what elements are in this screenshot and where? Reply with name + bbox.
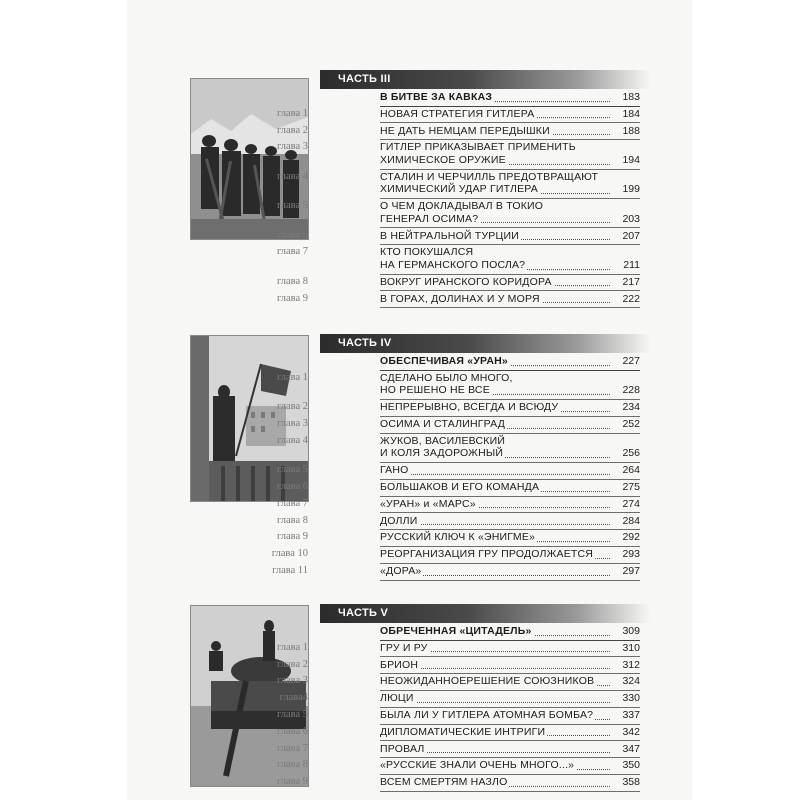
chapter-number: глава 5 [276, 200, 308, 212]
chapter-title-text: ХИМИЧЕСКИЙ УДАР ГИТЛЕРА [380, 183, 539, 196]
chapter-title-line [380, 776, 640, 788]
chapter-number: глава 3 [276, 141, 308, 153]
chapter-title-text: КТО ПОКУШАЛСЯ [380, 246, 474, 259]
page-number: 284 [610, 515, 640, 527]
chapter-number: глава 1 [276, 107, 308, 119]
row-rule [380, 580, 640, 581]
chapter-title-text: БЫЛА ЛИ У ГИТЛЕРА АТОМНАЯ БОМБА? [380, 709, 594, 721]
page-number: 199 [610, 183, 640, 195]
chapter-title-line [380, 659, 640, 671]
page-number: 252 [610, 418, 640, 430]
chapter-title-text: ДОЛЛИ [380, 514, 418, 527]
chapter-title-text: НЕПРЕРЫВНО, ВСЕГДА И ВСЮДУ [380, 401, 559, 414]
chapter-title-line [380, 435, 640, 447]
chapter-title-text: ГИТЛЕР ПРИКАЗЫВАЕТ ПРИМЕНИТЬ [380, 141, 576, 154]
toc-part-section [276, 70, 640, 305]
page-number: 309 [610, 625, 640, 637]
chapter-number: глава 9 [276, 776, 308, 788]
page-number: 292 [610, 531, 640, 543]
row-rule [380, 169, 640, 170]
row-rule [380, 774, 640, 775]
photo-soldiers-in-mountains [190, 78, 309, 240]
chapter-number: глава 5 [276, 709, 308, 720]
page-number: 350 [610, 759, 640, 771]
chapter-number: глава 4 [276, 170, 308, 182]
row-rule [380, 416, 640, 417]
row-rule [380, 656, 640, 657]
chapter-title-line [380, 230, 640, 242]
chapter-number: глава 9 [276, 292, 308, 304]
chapter-title-text: ВОКРУГ ИРАНСКОГО КОРИДОРА [380, 275, 552, 288]
page-number: 275 [610, 481, 640, 493]
chapter-number: глава 2 [276, 124, 308, 136]
row-rule [380, 370, 640, 371]
row-rule [380, 512, 640, 513]
chapter-number: глава 6 [276, 229, 308, 241]
chapter-title-line [380, 259, 640, 271]
chapter-title-line [380, 384, 640, 396]
chapter-title-line [380, 293, 640, 305]
chapter-title-line [380, 418, 640, 430]
chapter-number: глава 2 [276, 401, 308, 413]
page-number: 183 [610, 91, 640, 103]
chapter-title-line [380, 171, 640, 183]
page-number: 324 [610, 675, 640, 687]
chapter-title-text: ХИМИЧЕСКОЕ ОРУЖИЕ [380, 153, 506, 166]
chapter-title-text: НОВАЯ СТРАТЕГИЯ ГИТЛЕРА [380, 107, 535, 120]
row-rule [380, 724, 640, 725]
chapter-title-text: НЕ ДАТЬ НЕМЦАМ ПЕРЕДЫШКИ [380, 124, 550, 137]
chapter-title-line [380, 709, 640, 721]
chapter-number: глава 2 [276, 658, 308, 670]
chapter-title-line [380, 200, 640, 212]
page-number: 274 [610, 498, 640, 510]
chapter-title-line [380, 447, 640, 459]
chapter-title-text: «РУССКИЕ ЗНАЛИ ОЧЕНЬ МНОГО...» [380, 759, 575, 772]
page-number: 203 [610, 213, 640, 225]
row-rule [380, 791, 640, 792]
chapter-title-line [380, 141, 640, 153]
row-rule [380, 399, 640, 400]
chapter-title-line [380, 125, 640, 137]
row-rule [380, 640, 640, 641]
toc-part-section [276, 604, 640, 789]
chapter-title-text: НЕОЖИДАННОЕРЕШЕНИЕ СОЮЗНИКОВ [380, 675, 595, 688]
chapter-title-line [380, 565, 640, 577]
part-header: ЧАСТЬ III [320, 70, 650, 89]
row-rule [380, 122, 640, 123]
chapter-title-line [380, 726, 640, 738]
chapter-title-line [380, 759, 640, 771]
chapter-title-line [380, 246, 640, 258]
row-rule [380, 563, 640, 564]
page-number: 264 [610, 464, 640, 476]
chapter-title-line [380, 692, 640, 704]
page-number: 358 [610, 776, 640, 788]
chapter-title-text: РУССКИЙ КЛЮЧ К «ЭНИГМЕ» [380, 531, 536, 544]
chapter-title-text: ДИПЛОМАТИЧЕСКИЕ ИНТРИГИ [380, 725, 546, 738]
chapter-title-text: ГРУ И РУ [380, 641, 428, 654]
chapter-title-text: И КОЛЯ ЗАДОРОЖНЫЙ [380, 447, 504, 460]
chapter-title-text: ОСИМА И СТАЛИНГРАД [380, 418, 506, 430]
chapter-number: глава 1 [276, 371, 308, 383]
chapter-title-text: ЛЮЦИ [380, 692, 414, 705]
chapter-title-text: РЕОРГАНИЗАЦИЯ ГРУ ПРОДОЛЖАЕТСЯ [380, 548, 594, 561]
chapter-title-text: ЖУКОВ, ВАСИЛЕВСКИЙ [380, 434, 506, 447]
chapter-title-text: БРИОН [380, 658, 419, 671]
chapter-title-line [380, 498, 640, 510]
chapter-number: глава 11 [272, 565, 308, 576]
chapter-number: глава 8 [276, 514, 308, 526]
chapter-number: глава 10 [271, 548, 308, 560]
chapter-number: глава 4 [276, 434, 308, 446]
chapter-title-line [380, 548, 640, 560]
page-number: 342 [610, 726, 640, 738]
chapter-title-line [380, 213, 640, 225]
part-lead-title [380, 625, 640, 637]
page-number: 211 [610, 259, 640, 271]
row-rule [380, 290, 640, 291]
row-rule [380, 690, 640, 691]
row-rule [380, 707, 640, 708]
chapter-title-text: «УРАН» и «МАРС» [380, 497, 476, 510]
chapter-title-line [380, 481, 640, 493]
chapter-title-line [380, 372, 640, 384]
chapter-title-line [380, 642, 640, 654]
page-number: 217 [610, 276, 640, 288]
part-lead-title-text: ОБРЕЧЕННАЯ «ЦИТАДЕЛЬ» [380, 625, 532, 637]
chapter-title-line [380, 743, 640, 755]
page-number: 188 [610, 125, 640, 137]
page-number: 222 [610, 293, 640, 305]
chapter-number: глава 9 [276, 531, 308, 543]
toc-part-section [271, 334, 640, 577]
chapter-number: глава 7 [276, 497, 308, 509]
chapter-title-text: ПРОВАЛ [380, 742, 425, 755]
page-number: 207 [610, 230, 640, 242]
chapter-title-line [380, 108, 640, 120]
chapter-number: глава 8 [276, 275, 308, 287]
chapter-title-text: БОЛЬШАКОВ И ЕГО КОМАНДА [380, 481, 540, 493]
page-number: 310 [610, 642, 640, 654]
page-number: 227 [610, 355, 640, 367]
page-number: 330 [610, 692, 640, 704]
chapter-number: глава 3 [276, 675, 308, 687]
chapter-title-line [380, 531, 640, 543]
chapter-number: глава4 [279, 692, 308, 704]
chapter-title-line [380, 675, 640, 687]
page-number: 337 [610, 709, 640, 721]
page-number: 234 [610, 401, 640, 413]
chapter-title-line [380, 154, 640, 166]
chapter-number: глава 7 [276, 742, 308, 754]
chapter-title-text: О ЧЕМ ДОКЛАДЫВАЛ В ТОКИО [380, 200, 544, 213]
part-lead-title [380, 355, 640, 367]
chapter-title-text: В ГОРАХ, ДОЛИНАХ И У МОРЯ [380, 292, 540, 305]
part-lead-title [380, 91, 640, 103]
chapter-title-line [380, 464, 640, 476]
chapter-title-text: СДЕЛАНО БЫЛО МНОГО, [380, 371, 513, 384]
chapter-number: глава 3 [276, 418, 308, 429]
chapter-title-text: «ДОРА» [380, 565, 422, 577]
chapter-title-text: ГЕНЕРАЛ ОСИМА? [380, 212, 479, 225]
row-rule [380, 546, 640, 547]
page-number: 228 [610, 384, 640, 396]
page-number: 194 [610, 154, 640, 166]
chapter-number: глава 1 [276, 641, 308, 653]
chapter-title-line [380, 515, 640, 527]
chapter-title-text: ВСЕМ СМЕРТЯМ НАЗЛО [380, 776, 508, 789]
chapter-title-text: НО РЕШЕНО НЕ ВСЕ [380, 384, 490, 397]
row-rule [380, 479, 640, 480]
chapter-number: глава 6 [276, 725, 308, 737]
row-rule [380, 496, 640, 497]
chapter-number: глава 7 [276, 246, 308, 258]
row-rule [380, 106, 640, 107]
page-number: 293 [610, 548, 640, 560]
chapter-number: глава 8 [276, 759, 308, 771]
page-number: 184 [610, 108, 640, 120]
page-number: 312 [610, 659, 640, 671]
page-number: 297 [610, 565, 640, 577]
chapter-title-text: ГАНО [380, 464, 409, 477]
row-rule [380, 198, 640, 199]
chapter-number: глава 5 [276, 464, 308, 476]
row-rule [380, 462, 640, 463]
row-rule [380, 740, 640, 741]
row-rule [380, 227, 640, 228]
page-number: 347 [610, 743, 640, 755]
chapter-title-line [380, 183, 640, 195]
row-rule [380, 433, 640, 434]
row-rule [380, 274, 640, 275]
chapter-title-line [380, 401, 640, 413]
chapter-title-line [380, 276, 640, 288]
part-header: ЧАСТЬ V [320, 604, 650, 623]
chapter-title-text: В НЕЙТРАЛЬНОЙ ТУРЦИИ [380, 229, 519, 242]
row-rule [380, 307, 640, 308]
chapter-number: глава 6 [276, 481, 308, 492]
chapter-title-text: СТАЛИН И ЧЕРЧИЛЛЬ ПРЕДОТВРАЩАЮТ [380, 170, 599, 183]
page-number: 256 [610, 447, 640, 459]
part-lead-title-text: В БИТВЕ ЗА КАВКАЗ [380, 91, 493, 103]
chapter-title-text: НА ГЕРМАНСКОГО ПОСЛА? [380, 258, 526, 271]
part-header: ЧАСТЬ IV [320, 334, 650, 353]
part-lead-title-text: ОБЕСПЕЧИВАЯ «УРАН» [380, 355, 508, 367]
